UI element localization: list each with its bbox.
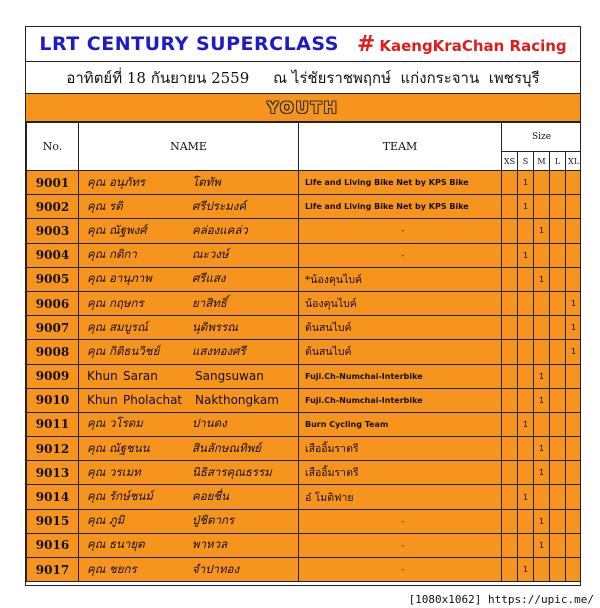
name-prefix: Khun [87, 393, 118, 408]
last-name: คล่องแคล่ว [192, 222, 248, 237]
cell-name [79, 291, 299, 315]
cell-size-xl [566, 195, 582, 219]
watermark: [1080x1062] https://upic.me/ [408, 593, 594, 606]
first-name: ณัฐชนน [109, 440, 150, 455]
cell-size-m [534, 243, 550, 267]
cell-name [79, 243, 299, 267]
table-row [27, 412, 582, 436]
table-row [27, 509, 582, 533]
cell-size-m: 1 [534, 267, 550, 291]
cell-size-l [550, 267, 566, 291]
cell-size-s [518, 509, 534, 533]
cell-size-l [550, 485, 566, 509]
cell-size-l [550, 364, 566, 388]
cell-team: - [299, 219, 502, 243]
cell-size-l [550, 533, 566, 557]
cell-size-l [550, 340, 566, 364]
first-name: กฤษกร [109, 295, 144, 310]
cell-size-m: 1 [534, 461, 550, 485]
cell-size-xs [502, 364, 518, 388]
cell-team: - [299, 243, 502, 267]
table-row [27, 558, 582, 582]
table-row [27, 195, 582, 219]
title-row [26, 27, 580, 62]
last-name: คอยชื่น [192, 489, 230, 504]
cell-size-xs [502, 533, 518, 557]
col-header-team: TEAM [299, 123, 502, 171]
cell-size-xs [502, 485, 518, 509]
table-row [27, 461, 582, 485]
participant-name [87, 561, 298, 579]
cell-team: ต้นสนไบค์ [299, 340, 502, 364]
cell-name [79, 219, 299, 243]
cell-size-s [518, 533, 534, 557]
cell-size-m [534, 291, 550, 315]
cell-size-xs [502, 461, 518, 485]
cell-number: 9003 [27, 219, 79, 243]
cell-team: เสืออิ้มราตรี [299, 437, 502, 461]
col-header-size: Size [502, 123, 582, 152]
cell-name [79, 267, 299, 291]
last-name: Nakthongkam [195, 393, 279, 408]
participant-name [87, 536, 298, 554]
last-name: ณะวงษ์ [192, 247, 229, 262]
cell-number: 9012 [27, 437, 79, 461]
cell-size-m [534, 340, 550, 364]
section-bar [26, 94, 580, 122]
cell-size-xl [566, 509, 582, 533]
name-prefix: คุณ [87, 319, 106, 334]
last-name: แสงทองศรี [192, 343, 246, 358]
name-prefix: คุณ [87, 513, 106, 528]
cell-size-s [518, 267, 534, 291]
participant-table [26, 122, 581, 582]
cell-size-xs [502, 437, 518, 461]
name-prefix: Khun [87, 369, 118, 384]
cell-size-xs [502, 195, 518, 219]
first-name: กติกา [109, 247, 137, 262]
cell-team: - [299, 558, 502, 582]
cell-team: Life and Living Bike Net by KPS Bike [299, 195, 502, 219]
cell-size-l [550, 316, 566, 340]
cell-size-xs [502, 219, 518, 243]
cell-size-l [550, 558, 566, 582]
registration-sheet [25, 26, 581, 586]
cell-size-xs [502, 388, 518, 412]
cell-number: 9007 [27, 316, 79, 340]
cell-name [79, 340, 299, 364]
last-name: นิธิสารคุณธรรม [192, 464, 272, 479]
table-row [27, 243, 582, 267]
cell-size-xl [566, 219, 582, 243]
participant-name [87, 246, 298, 264]
cell-size-m [534, 485, 550, 509]
cell-size-m: 1 [534, 388, 550, 412]
hashtag-text: KaengKraChan Racing [379, 36, 567, 55]
cell-size-s [518, 437, 534, 461]
last-name: จำปาทอง [192, 561, 240, 576]
last-name: โตทัพ [192, 174, 221, 189]
name-prefix: คุณ [87, 222, 106, 237]
event-subtitle: อาทิตย์ที่ 18 กันยายน 2559 ณ ไร่ชัยราชพฤกษ์ แก่งกระจาน เพชรบุรี [26, 62, 580, 94]
name-prefix: คุณ [87, 198, 106, 213]
cell-number: 9016 [27, 533, 79, 557]
cell-size-s [518, 340, 534, 364]
last-name: ปานดง [192, 416, 227, 431]
cell-size-xs [502, 291, 518, 315]
cell-team: Life and Living Bike Net by KPS Bike [299, 171, 502, 195]
cell-team: เสืออิ้มราตรี [299, 461, 502, 485]
cell-size-xl [566, 388, 582, 412]
last-name: ศรีแสง [192, 271, 226, 286]
cell-number: 9014 [27, 485, 79, 509]
cell-number: 9006 [27, 291, 79, 315]
table-row [27, 364, 582, 388]
first-name: วโรดม [109, 416, 143, 431]
cell-team: *น้องคุนไบค์ [299, 267, 502, 291]
participant-name [87, 512, 298, 530]
cell-size-xl: 1 [566, 291, 582, 315]
participant-name [87, 488, 298, 506]
name-prefix: คุณ [87, 561, 106, 576]
name-prefix: คุณ [87, 537, 106, 552]
participant-name [87, 319, 298, 337]
cell-name [79, 485, 299, 509]
name-prefix: คุณ [87, 247, 106, 262]
cell-number: 9009 [27, 364, 79, 388]
cell-number: 9011 [27, 412, 79, 436]
cell-team: อ๋ โมติฟาย [299, 485, 502, 509]
name-prefix: คุณ [87, 464, 106, 479]
table-row [27, 533, 582, 557]
col-header-xl: XL [566, 152, 582, 171]
event-title: LRT CENTURY SUPERCLASS [39, 33, 339, 55]
cell-size-s [518, 364, 534, 388]
cell-size-xl [566, 485, 582, 509]
cell-size-xl: 1 [566, 340, 582, 364]
first-name: Saran [123, 369, 158, 384]
first-name: รติ [109, 198, 123, 213]
cell-number: 9013 [27, 461, 79, 485]
event-hashtag [357, 32, 567, 57]
cell-size-m: 1 [534, 437, 550, 461]
cell-size-l [550, 171, 566, 195]
first-name: ชยกร [109, 561, 137, 576]
cell-name [79, 316, 299, 340]
name-prefix: คุณ [87, 295, 106, 310]
cell-size-xl [566, 533, 582, 557]
first-name: อานุภาพ [109, 271, 152, 286]
cell-number: 9008 [27, 340, 79, 364]
cell-size-l [550, 243, 566, 267]
cell-size-s: 1 [518, 171, 534, 195]
cell-size-xl [566, 558, 582, 582]
cell-size-xs [502, 509, 518, 533]
name-prefix: คุณ [87, 271, 106, 286]
participant-rows [27, 171, 582, 582]
cell-size-m [534, 316, 550, 340]
participant-name [87, 343, 298, 361]
cell-name [79, 195, 299, 219]
last-name: สินลักษณทิพย์ [192, 440, 262, 455]
first-name: ธนายุต [109, 537, 145, 552]
name-prefix: คุณ [87, 440, 106, 455]
cell-name [79, 533, 299, 557]
col-header-l: L [550, 152, 566, 171]
cell-size-xl [566, 461, 582, 485]
table-row [27, 485, 582, 509]
cell-size-m [534, 558, 550, 582]
table-row [27, 267, 582, 291]
cell-name [79, 558, 299, 582]
cell-size-m: 1 [534, 219, 550, 243]
cell-size-xs [502, 412, 518, 436]
cell-team: Fuji.Ch-Numchai-Interbike [299, 364, 502, 388]
table-row [27, 291, 582, 315]
name-prefix: คุณ [87, 343, 106, 358]
table-row [27, 316, 582, 340]
cell-size-m: 1 [534, 509, 550, 533]
table-row [27, 171, 582, 195]
cell-team: Burn Cycling Team [299, 412, 502, 436]
cell-size-s: 1 [518, 558, 534, 582]
cell-name [79, 461, 299, 485]
cell-size-xl [566, 267, 582, 291]
cell-team: - [299, 533, 502, 557]
last-name: ปู่ชิตากร [192, 513, 235, 528]
cell-size-s: 1 [518, 243, 534, 267]
cell-size-xs [502, 171, 518, 195]
cell-size-l [550, 291, 566, 315]
col-header-name: NAME [79, 123, 299, 171]
table-row [27, 388, 582, 412]
first-name: ณัฐพงศ์ [109, 222, 147, 237]
cell-size-xs [502, 267, 518, 291]
cell-size-s: 1 [518, 195, 534, 219]
cell-size-s [518, 461, 534, 485]
cell-team: Fuji.Ch-Numchai-Interbike [299, 388, 502, 412]
cell-number: 9005 [27, 267, 79, 291]
cell-size-s [518, 388, 534, 412]
cell-name [79, 412, 299, 436]
participant-name [87, 440, 298, 458]
cell-size-xs [502, 243, 518, 267]
first-name: ภูมิ [109, 513, 125, 528]
last-name: Sangsuwan [195, 369, 264, 384]
cell-number: 9010 [27, 388, 79, 412]
first-name: สมบูรณ์ [109, 319, 148, 334]
cell-size-xs [502, 340, 518, 364]
col-header-s: S [518, 152, 534, 171]
first-name: วรเมท [109, 464, 141, 479]
cell-size-s [518, 316, 534, 340]
name-prefix: คุณ [87, 416, 106, 431]
col-header-m: M [534, 152, 550, 171]
cell-size-l [550, 388, 566, 412]
cell-team: - [299, 509, 502, 533]
participant-name [87, 295, 298, 313]
cell-size-l [550, 437, 566, 461]
cell-name [79, 437, 299, 461]
table-row [27, 219, 582, 243]
cell-size-m [534, 195, 550, 219]
cell-size-m [534, 412, 550, 436]
cell-size-m: 1 [534, 364, 550, 388]
first-name: Pholachat [123, 393, 183, 408]
last-name: ยาสิทธิ์ [192, 295, 227, 310]
table-row [27, 437, 582, 461]
cell-name [79, 388, 299, 412]
cell-team: ต้นสนไบค์ [299, 316, 502, 340]
participant-name [87, 393, 298, 407]
cell-number: 9001 [27, 171, 79, 195]
first-name: รักษ์ชนม์ [109, 489, 153, 504]
participant-name [87, 198, 298, 216]
cell-size-l [550, 219, 566, 243]
last-name: พาหวล [192, 537, 228, 552]
cell-size-xl [566, 437, 582, 461]
cell-team: น้องคุนไบค์ [299, 291, 502, 315]
cell-number: 9015 [27, 509, 79, 533]
cell-size-l [550, 461, 566, 485]
cell-size-s: 1 [518, 412, 534, 436]
cell-number: 9017 [27, 558, 79, 582]
participant-name [87, 415, 298, 433]
first-name: กิติธนวิชย์ [109, 343, 160, 358]
hash-symbol: # [356, 31, 376, 57]
last-name: นุดิพรรณ [192, 319, 238, 334]
participant-name [87, 464, 298, 482]
section-title: YOUTH [267, 98, 339, 117]
name-prefix: คุณ [87, 489, 106, 504]
cell-size-xl [566, 243, 582, 267]
cell-number: 9002 [27, 195, 79, 219]
cell-size-l [550, 509, 566, 533]
cell-size-xs [502, 558, 518, 582]
cell-size-m: 1 [534, 533, 550, 557]
cell-size-xs [502, 316, 518, 340]
cell-size-s [518, 219, 534, 243]
cell-size-xl [566, 364, 582, 388]
table-row [27, 340, 582, 364]
participant-name [87, 222, 298, 240]
cell-size-s [518, 291, 534, 315]
cell-size-s: 1 [518, 485, 534, 509]
cell-name [79, 509, 299, 533]
participant-name [87, 174, 298, 192]
name-prefix: คุณ [87, 174, 106, 189]
cell-size-m [534, 171, 550, 195]
cell-size-xl [566, 171, 582, 195]
cell-name [79, 364, 299, 388]
col-header-no: No. [27, 123, 79, 171]
cell-name [79, 171, 299, 195]
cell-size-xl: 1 [566, 316, 582, 340]
cell-number: 9004 [27, 243, 79, 267]
cell-size-xl [566, 412, 582, 436]
col-header-xs: XS [502, 152, 518, 171]
cell-size-l [550, 195, 566, 219]
cell-size-l [550, 412, 566, 436]
first-name: อนุภัทร [109, 174, 146, 189]
last-name: ศรีประมงค์ [192, 198, 247, 213]
participant-name [87, 270, 298, 288]
participant-name [87, 369, 298, 383]
